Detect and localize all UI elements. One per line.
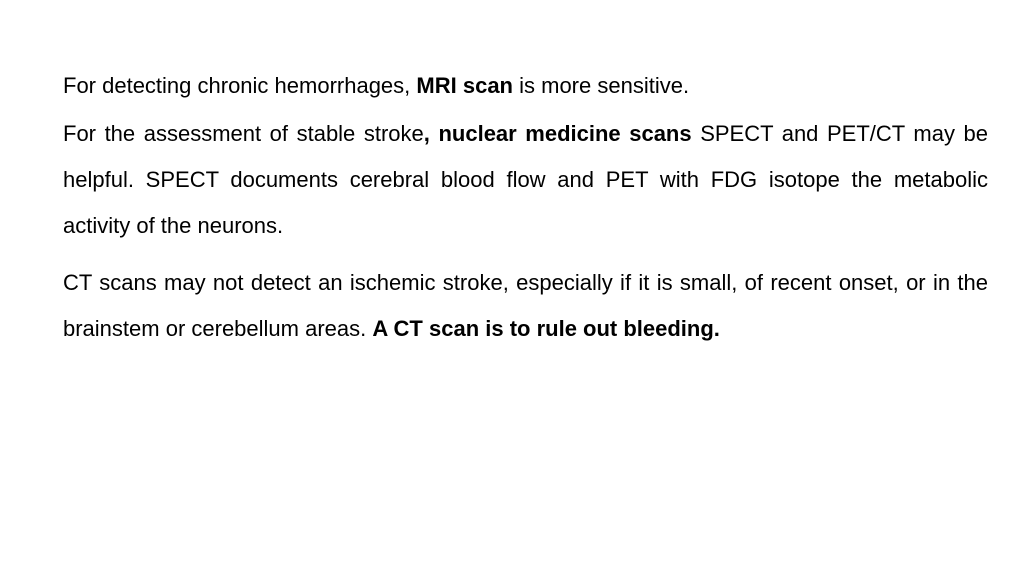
ct-scan-emphasis: A CT scan is to rule out bleeding. — [372, 316, 720, 341]
paragraph-mri-text-start: For detecting chronic hemorrhages, — [63, 73, 417, 98]
slide-body — [63, 68, 988, 352]
nuclear-medicine-emphasis: , nuclear medicine scans — [423, 121, 692, 146]
paragraph-mri-text-end: is more sensitive. — [513, 73, 690, 98]
paragraph-nuclear-medicine — [63, 111, 988, 249]
paragraph-mri — [63, 68, 988, 104]
paragraph-nuclear-text-end: SPECT and PET/CT may be helpful. SPECT documents cerebral blood flow and PET with FDG isotope the metabolic activity of the neurons. — [63, 121, 988, 238]
mri-scan-emphasis: MRI scan — [416, 73, 513, 98]
paragraph-ct-text-start: CT scans may not detect an ischemic stroke, especially if it is small, of recent onset, or in the brainstem or cerebellum areas. — [63, 270, 988, 341]
paragraph-nuclear-text-start: For the assessment of stable stroke — [63, 121, 424, 146]
paragraph-ct-scan — [63, 260, 988, 352]
